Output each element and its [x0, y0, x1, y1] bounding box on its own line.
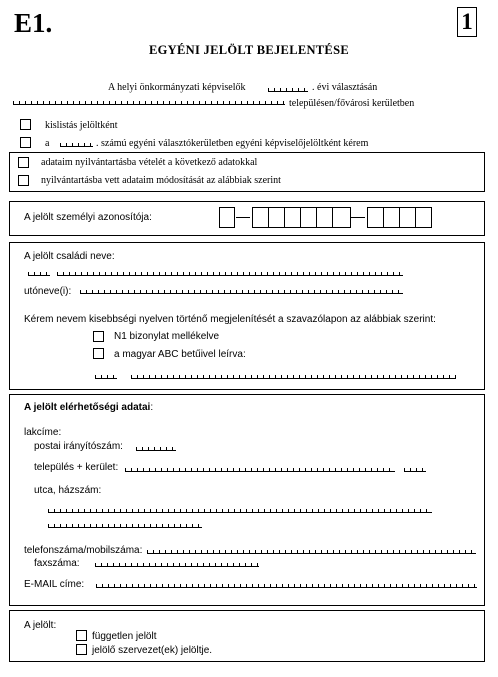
election-line-prefix: A helyi önkormányzati képviselők	[108, 82, 246, 93]
street-field-line-2[interactable]	[48, 524, 202, 528]
district-code-field[interactable]	[404, 468, 426, 472]
id-middle-digits-box[interactable]	[252, 207, 351, 228]
city-label: település + kerület:	[34, 462, 119, 473]
nominated-checkbox[interactable]	[76, 644, 87, 655]
settlement-suffix: településen/fővárosi kerületben	[289, 98, 415, 109]
list-candidate-label: kislistás jelöltként	[45, 120, 118, 131]
given-name-field[interactable]	[80, 290, 403, 294]
election-line-suffix: . évi választásán	[312, 82, 378, 93]
phone-label: telefonszáma/mobilszáma:	[24, 545, 143, 556]
new-registration-label: adataim nyilvántartásba vételét a következő adatokkal	[41, 157, 258, 168]
page-number-box: 1	[457, 7, 477, 37]
form-title: EGYÉNI JELÖLT BEJELENTÉSE	[149, 43, 349, 57]
minority-language-text: Kérem nevem kisebbségi nyelven történő megjelenítését a szavazólapon az alábbiak szerint:	[24, 314, 436, 325]
fax-field[interactable]	[95, 563, 259, 567]
email-field[interactable]	[96, 584, 477, 588]
family-name-prefix-field[interactable]	[28, 272, 50, 276]
given-name-label: utóneve(i):	[24, 286, 72, 297]
postcode-field[interactable]	[136, 447, 176, 451]
election-year-field[interactable]	[268, 88, 308, 92]
family-name-field[interactable]	[57, 272, 403, 276]
city-field[interactable]	[125, 468, 395, 472]
contact-panel	[9, 394, 485, 606]
personal-id-label: A jelölt személyi azonosítója:	[24, 212, 152, 223]
independent-checkbox[interactable]	[76, 630, 87, 641]
street-label: utca, házszám:	[34, 485, 102, 496]
id-first-digit-box[interactable]	[219, 207, 235, 228]
independent-label: független jelölt	[92, 631, 157, 642]
abc-name-prefix-field[interactable]	[95, 375, 117, 379]
nominated-label: jelölő szervezet(ek) jelöltje.	[92, 645, 213, 656]
family-name-label: A jelölt családi neve:	[24, 251, 115, 262]
id-separator-2	[351, 217, 365, 218]
address-label: lakcíme:	[24, 427, 62, 438]
form-code: E1.	[14, 8, 53, 38]
settlement-field[interactable]	[13, 101, 285, 105]
district-number-field[interactable]	[60, 143, 93, 147]
modify-registration-checkbox[interactable]	[18, 175, 29, 186]
id-separator-1	[236, 217, 250, 218]
street-field-line-1[interactable]	[48, 509, 432, 513]
list-candidate-checkbox[interactable]	[20, 119, 31, 130]
district-candidate-checkbox[interactable]	[20, 137, 31, 148]
district-suffix: . számú egyéni választókerületben egyéni képviselőjelöltként kérem	[96, 138, 369, 149]
email-label: E-MAIL címe:	[24, 579, 85, 590]
abc-name-field[interactable]	[131, 375, 456, 379]
fax-label: faxszáma:	[34, 558, 80, 569]
id-last-digits-box[interactable]	[367, 207, 432, 228]
contact-title: A jelölt elérhetőségi adatai:	[24, 402, 154, 413]
n1-document-checkbox[interactable]	[93, 331, 104, 342]
hungarian-abc-checkbox[interactable]	[93, 348, 104, 359]
modify-registration-label: nyilvántartásba vett adataim módosítását az alábbiak szerint	[41, 175, 281, 186]
n1-document-label: N1 bizonylat mellékelve	[114, 331, 220, 342]
hungarian-abc-label: a magyar ABC betűivel leírva:	[114, 349, 246, 360]
candidate-type-label: A jelölt:	[24, 620, 57, 631]
district-prefix: a	[45, 138, 50, 149]
new-registration-checkbox[interactable]	[18, 157, 29, 168]
postcode-label: postai irányítószám:	[34, 441, 123, 452]
phone-field[interactable]	[147, 550, 476, 554]
